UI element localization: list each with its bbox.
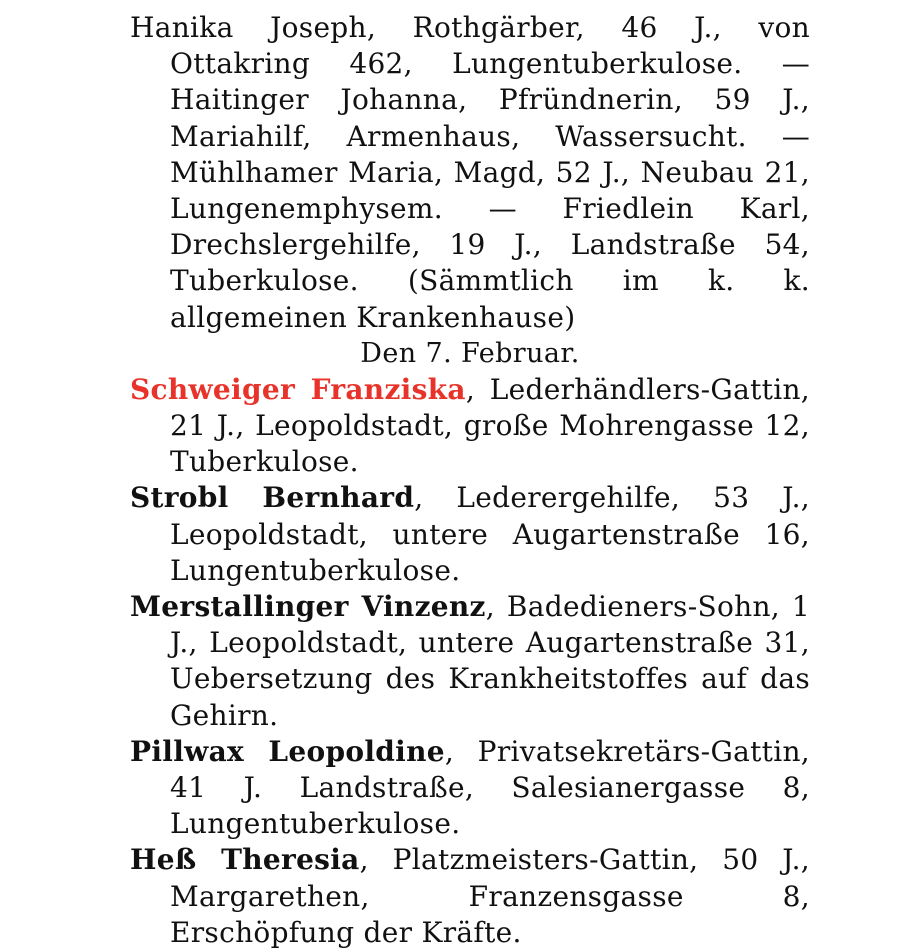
deceased-name: Pillwax Leopoldine [130,734,445,768]
deceased-name-highlighted: Schweiger Franziska [130,372,466,406]
deceased-name: Heß Theresia [130,843,360,877]
notice-text: Hanika Joseph, Rothgärber, 46 J., von Ottakring 462, Lungentuberkulose. — Haitinger Johanna, Pfründnerin, 59 J., Mariahilf, Armenhaus, Wassersucht. — Mühlhamer Maria, Magd, 52 J., Neubau 21, Lungenemphysem. — Friedlein Karl, Drechslergehilfe, 19 J., Landstraße 54, Tuberkulose. (Sämmtlich im k. k. allgemeinen Krankenhause) [130,11,810,334]
death-notice-pillwax [130,734,810,843]
notice-details: , Lederergehilfe, 53 J., Leopoldstadt, untere Augartenstraße 16, Lungentuberkulose. [170,481,810,587]
notice-details: , Platzmeisters-Gattin, 50 J., Margarethen, Franzensgasse 8, Erschöpfung der Kräfte. [170,843,811,949]
death-notice-strobl [130,480,810,589]
death-notice-block-feb6 [130,10,810,336]
death-notice-hess [130,842,810,951]
deceased-name: Strobl Bernhard [130,481,415,515]
deceased-name: Merstallinger Vinzenz [130,590,486,624]
date-heading: Den 7. Februar. [360,337,580,369]
notice-details: , Lederhändlers-Gattin, 21 J., Leopoldstadt, große Mohrengasse 12, Tuberkulose. [170,372,810,479]
newspaper-column [130,10,810,951]
notice-details: , Privatsekretärs-Gattin, 41 J. Landstraße, Salesianergasse 8, Lungentuberkulose. [170,734,810,841]
death-notice-schweiger [130,372,810,481]
notice-details: , Badedieners-Sohn, 1 J., Leopoldstadt, untere Augartenstraße 31, Uebersetzung des Krankheitstoffes auf das Gehirn. [170,590,811,732]
death-notice-merstallinger [130,589,810,734]
